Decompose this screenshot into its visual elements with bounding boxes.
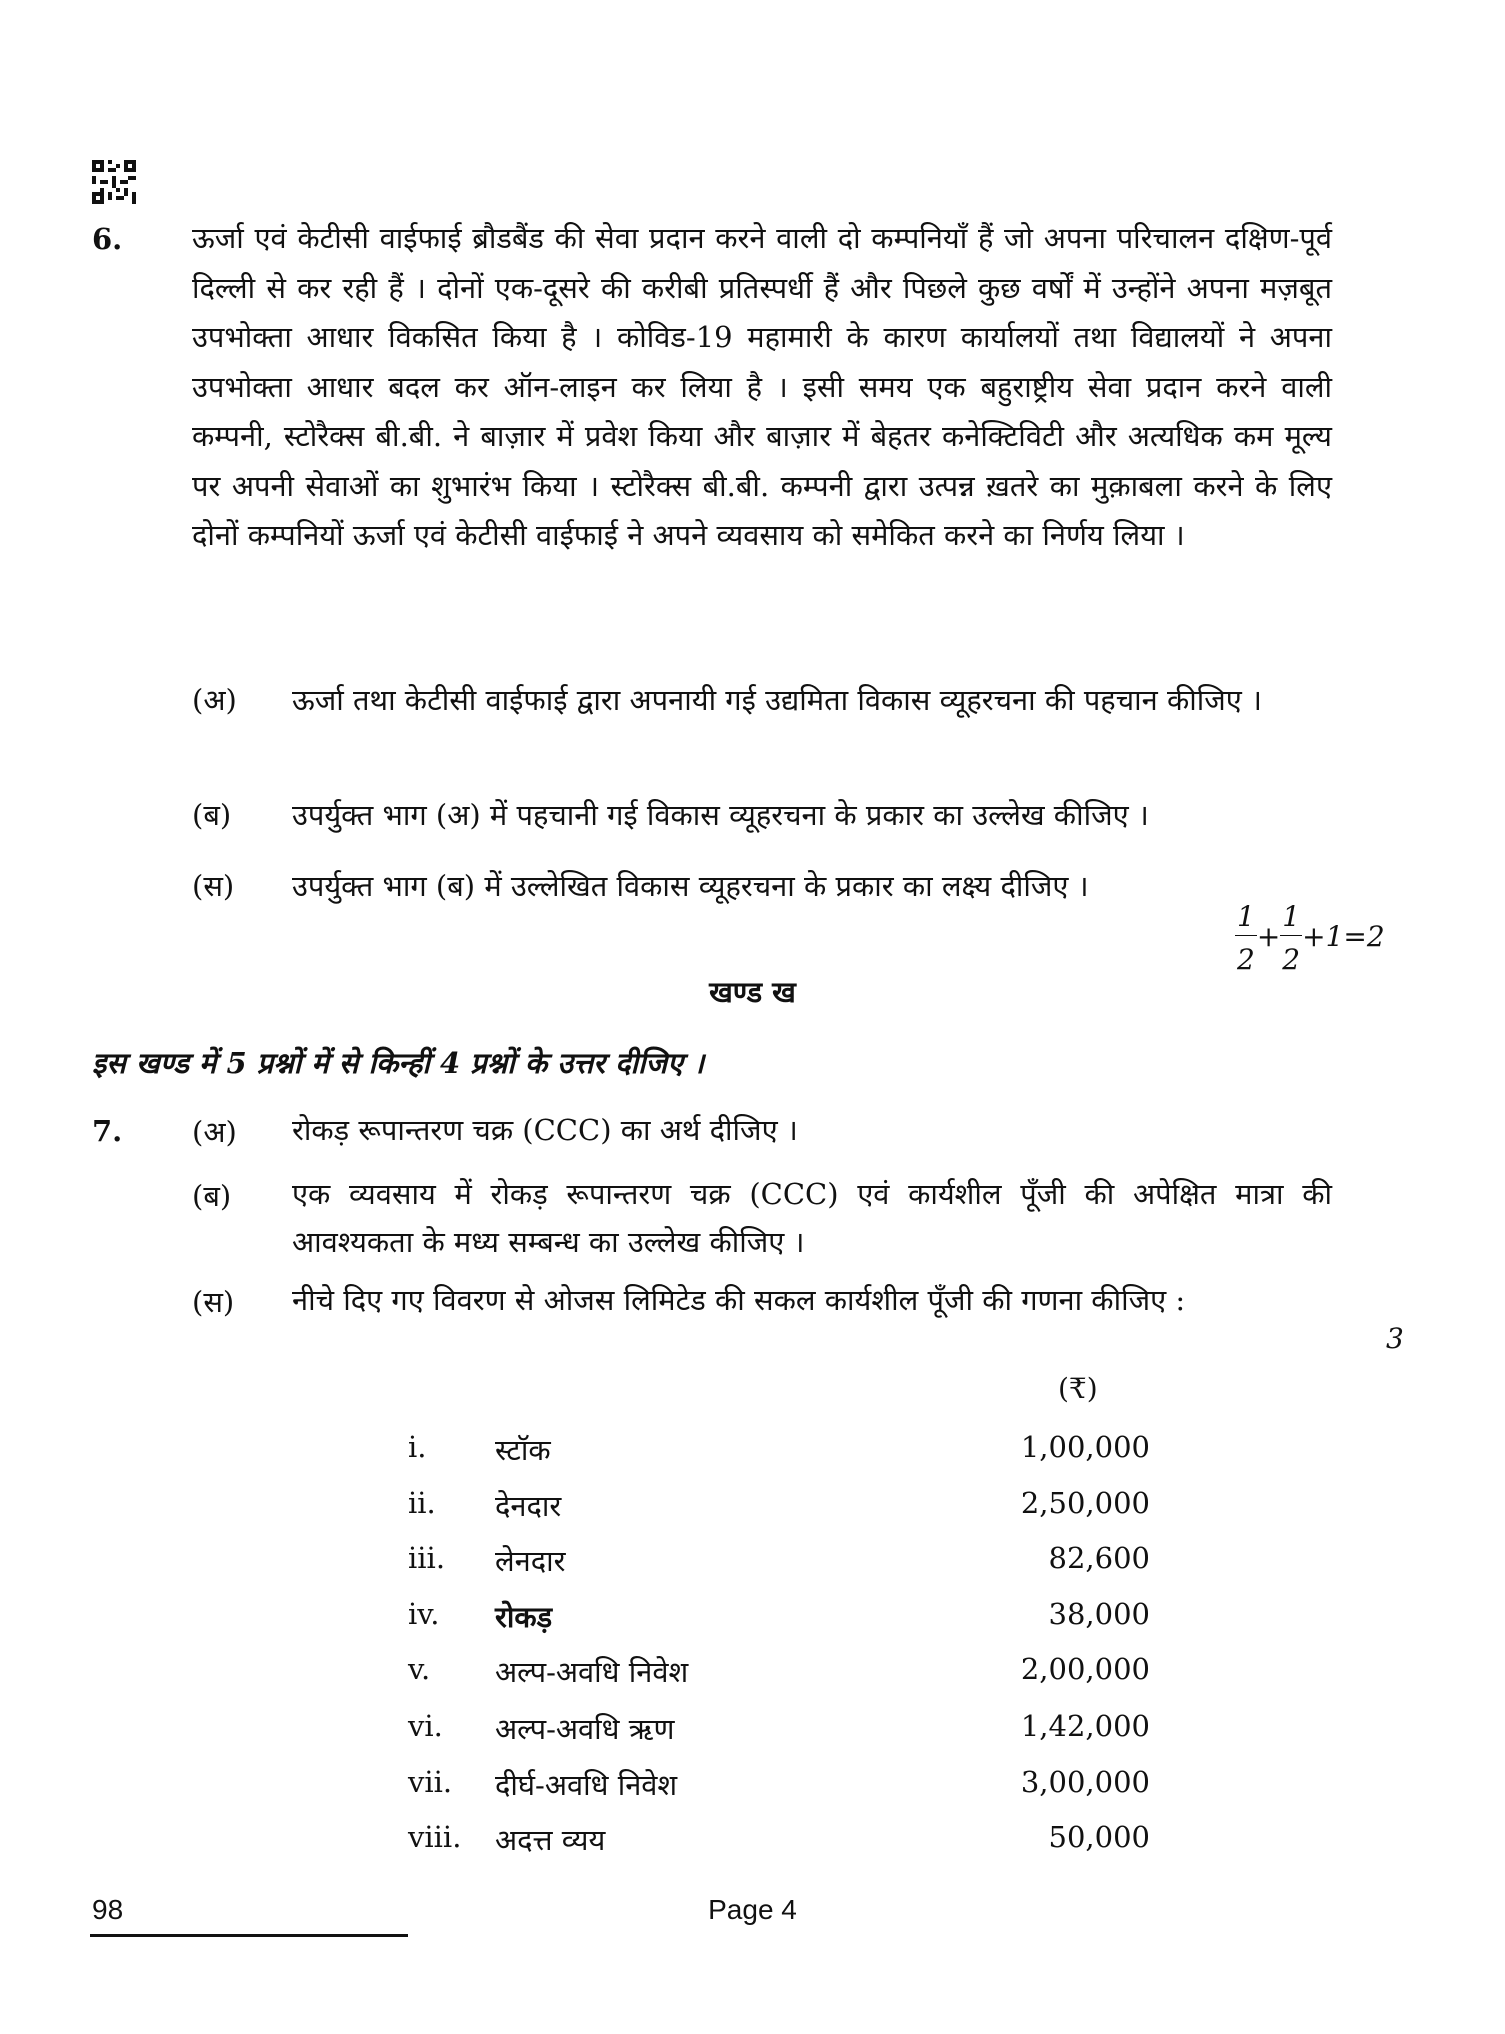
currency-header: (₹) — [1058, 1372, 1098, 1405]
question-7-part-b-label: (ब) — [192, 1179, 232, 1213]
table-row: iii. लेनदार 82,600 — [408, 1541, 1150, 1578]
question-6-part-c-text: उपर्युक्त भाग (ब) में उल्लेखित विकास व्यूहरचना के प्रकार का लक्ष्य दीजिए । — [292, 869, 1089, 903]
footer-divider — [90, 1934, 408, 1937]
qr-code-icon — [92, 160, 136, 204]
table-row: iv. रोकड़ 38,000 — [408, 1597, 1150, 1634]
question-6-number: 6. — [92, 222, 123, 256]
question-7-part-c-text: नीचे दिए गए विवरण से ओजस लिमिटेड की सकल कार्यशील पूँजी की गणना कीजिए : — [292, 1283, 1186, 1317]
table-row: viii. अदत्त व्यय 50,000 — [408, 1820, 1150, 1857]
section-instruction: इस खण्ड में 5 प्रश्नों में से किन्हीं 4 प्रश्नों के उत्तर दीजिए । — [92, 1046, 705, 1080]
question-7-marks: 3 — [1386, 1322, 1404, 1355]
table-row: v. अल्प-अवधि निवेश 2,00,000 — [408, 1652, 1150, 1689]
question-7-part-a-text: रोकड़ रूपान्तरण चक्र (CCC) का अर्थ दीजिए । — [292, 1113, 798, 1147]
table-row: vi. अल्प-अवधि ऋण 1,42,000 — [408, 1709, 1150, 1746]
section-title: खण्ड ख — [709, 975, 796, 1009]
table-row: ii. देनदार 2,50,000 — [408, 1486, 1150, 1523]
table-row: vii. दीर्घ-अवधि निवेश 3,00,000 — [408, 1765, 1150, 1802]
marks-fraction: $\frac{1}{2}$ — [1282, 900, 1301, 976]
question-7-part-c-label: (स) — [192, 1285, 235, 1319]
question-7-part-b-text: एक व्यवसाय में रोकड़ रूपान्तरण चक्र (CCC) एवं कार्यशील पूँजी की अपेक्षित मात्रा की आवश्यकता के मध्य सम्बन्ध का उल्लेख कीजिए । — [292, 1177, 1332, 1259]
question-6-part-b-text: उपर्युक्त भाग (अ) में पहचानी गई विकास व्यूहरचना के प्रकार का उल्लेख कीजिए । — [292, 798, 1149, 832]
question-6-marks: $\frac{1}{2}$ + $\frac{1}{2}$ +1=2 — [1237, 900, 1385, 976]
paper-code: 98 — [92, 1894, 124, 1925]
question-6-part-a-label: (अ) — [192, 683, 237, 717]
question-7-part-a-label: (अ) — [192, 1115, 237, 1149]
marks-fraction: $\frac{1}{2}$ — [1237, 900, 1255, 976]
question-7-number: 7. — [92, 1114, 123, 1148]
table-row: i. स्टॉक 1,00,000 — [408, 1430, 1150, 1467]
question-6-part-a-text: ऊर्जा तथा केटीसी वाईफाई द्वारा अपनायी गई उद्यमिता विकास व्यूहरचना की पहचान कीजिए । — [292, 683, 1263, 717]
question-6-part-b-label: (ब) — [192, 798, 232, 832]
question-6-paragraph: ऊर्जा एवं केटीसी वाईफाई ब्रौडबैंड की सेवा प्रदान करने वाली दो कम्पनियाँ हैं जो अपना परिचालन दक्षिण-पूर्व दिल्ली से कर रही हैं । दोनों एक-दूसरे की करीबी प्रतिस्पर्धी हैं और पिछले कुछ वर्षों में उन्होंने अपना मज़बूत उपभोक्ता आधार विकसित किया है । कोविड-19 महामारी के कारण कार्यालयों तथा विद्यालयों ने अपना उपभोक्ता आधार बदल कर ऑन-लाइन कर लिया है । इसी समय एक बहुराष्ट्रीय सेवा प्रदान करने वाली कम्पनी, स्टोरैक्स बी.बी. ने बाज़ार में प्रवेश किया और बाज़ार में बेहतर कनेक्टिविटी और अत्यधिक कम मूल्य पर अपनी सेवाओं का शुभारंभ किया । स्टोरैक्स बी.बी. कम्पनी द्वारा उत्पन्न ख़तरे का मुक़ाबला करने के लिए दोनों कम्पनियों ऊर्जा एवं केटीसी वाईफाई ने अपने व्यवसाय को समेकित करने का निर्णय लिया । — [192, 221, 1332, 552]
question-6-part-c-label: (स) — [192, 869, 235, 903]
page-number: Page 4 — [708, 1894, 797, 1925]
